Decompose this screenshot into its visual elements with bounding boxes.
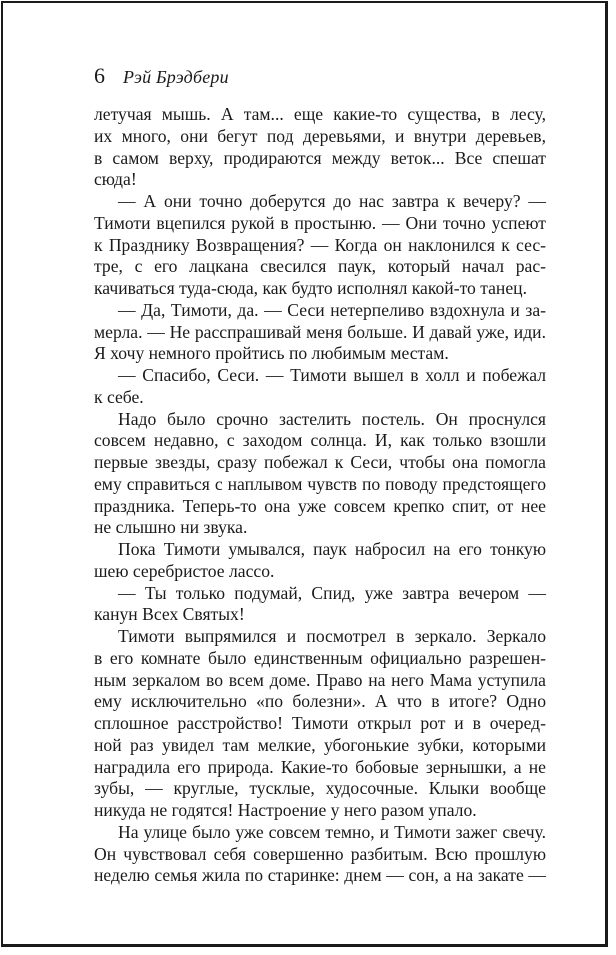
text-line: ему справиться с наплывом чувств по поводу предстоящего [94,473,546,494]
text-line: канун Всех Святых! [94,604,245,625]
text-line: первые звезды, сразу побежал к Сеси, чтобы она помогла [94,452,546,472]
paragraph [94,300,546,365]
text-line: — А они точно доберутся до нас завтра к вечеру? — [118,191,546,211]
text-line: совсем недавно, с заходом солнца. И, как только взошли [94,430,546,451]
text-line: шею серебристое лассо. [94,560,275,581]
text-line: праздника. Теперь-то она уже совсем крепко спит, от нее [94,495,546,516]
paragraph [94,104,546,191]
text-line: — Спасибо, Сеси. — Тимоти вышел в холл и побежал [118,365,546,385]
text-line: в самом верху, продираются между веток... Все спешат [94,147,546,168]
text-line: Я хочу немного пройтись по любимым местам. [94,343,449,364]
text-line: к Празднику Возвращения? — Когда он наклонился к сес- [94,234,546,255]
text-line: ной раз увидел там мелкие, убогонькие зубки, которыми [94,734,546,755]
text-line: летучая мышь. А там... еще какие-то существа, в лесу, [94,104,546,124]
paragraph [94,626,546,822]
text-line: их много, они бегут под деревьями, и внутри деревьев, [94,125,546,146]
running-title: Рэй Брэдбери [123,67,229,87]
text-line: сплошное расстройство! Тимоти открыл рот и в очеред- [94,713,546,733]
paragraph [94,822,546,887]
text-line: ным зеркалом во всем доме. Право на него Мама уступила [94,669,546,690]
text-line: зубы, — круглые, тусклые, худосочные. Клыки вообще [94,778,546,799]
running-header [94,63,229,91]
text-line: — Да, Тимоти, да. — Сеси нетерпеливо вздохнула и за- [118,299,546,320]
text-line: не слышно ни звука. [94,517,248,538]
text-line: На улице было уже совсем темно, и Тимоти зажег свечу. [118,821,546,842]
text-line: к себе. [94,386,144,407]
text-line: — Ты только подумай, Спид, уже завтра вечером — [118,582,546,603]
text-line: Надо было срочно застелить постель. Он проснулся [118,408,546,429]
text-line: Тимоти выпрямился и посмотрел в зеркало. Зеркало [118,626,546,646]
paragraph [94,409,546,540]
paragraph [94,365,546,409]
text-line: Он чувствовал себя совершенно разбитым. Всю прошлую [94,843,546,864]
body-text [94,104,546,887]
text-line: неделю семья жила по старинке: днем — сон, а на закате — [94,865,546,886]
paragraph [94,539,546,583]
text-line: Пока Тимоти умывался, паук набросил на его тонкую [118,539,546,559]
page-number: 6 [94,63,105,88]
text-line: ему исключительно «по болезни». А что в итоге? Одно [94,691,546,712]
text-line: никуда не годятся! Настроение у него разом упало. [94,800,477,820]
paragraph [94,583,546,627]
paragraph [94,191,546,300]
text-line: качиваться туда-сюда, как будто исполнял какой-то танец. [94,278,527,298]
text-line: мерла. — Не расспрашивай меня больше. И давай уже, иди. [94,321,546,342]
text-line: наградила его природа. Какие-то бобовые зернышки, а не [94,756,546,777]
text-line: в его комнате было единственным официально разрешен- [94,647,546,668]
text-line: сюда! [94,169,137,190]
text-line: Тимоти вцепился рукой в простыню. — Они точно успеют [94,212,546,233]
text-line: тре, с его лацкана свесился паук, который начал рас- [94,256,546,277]
